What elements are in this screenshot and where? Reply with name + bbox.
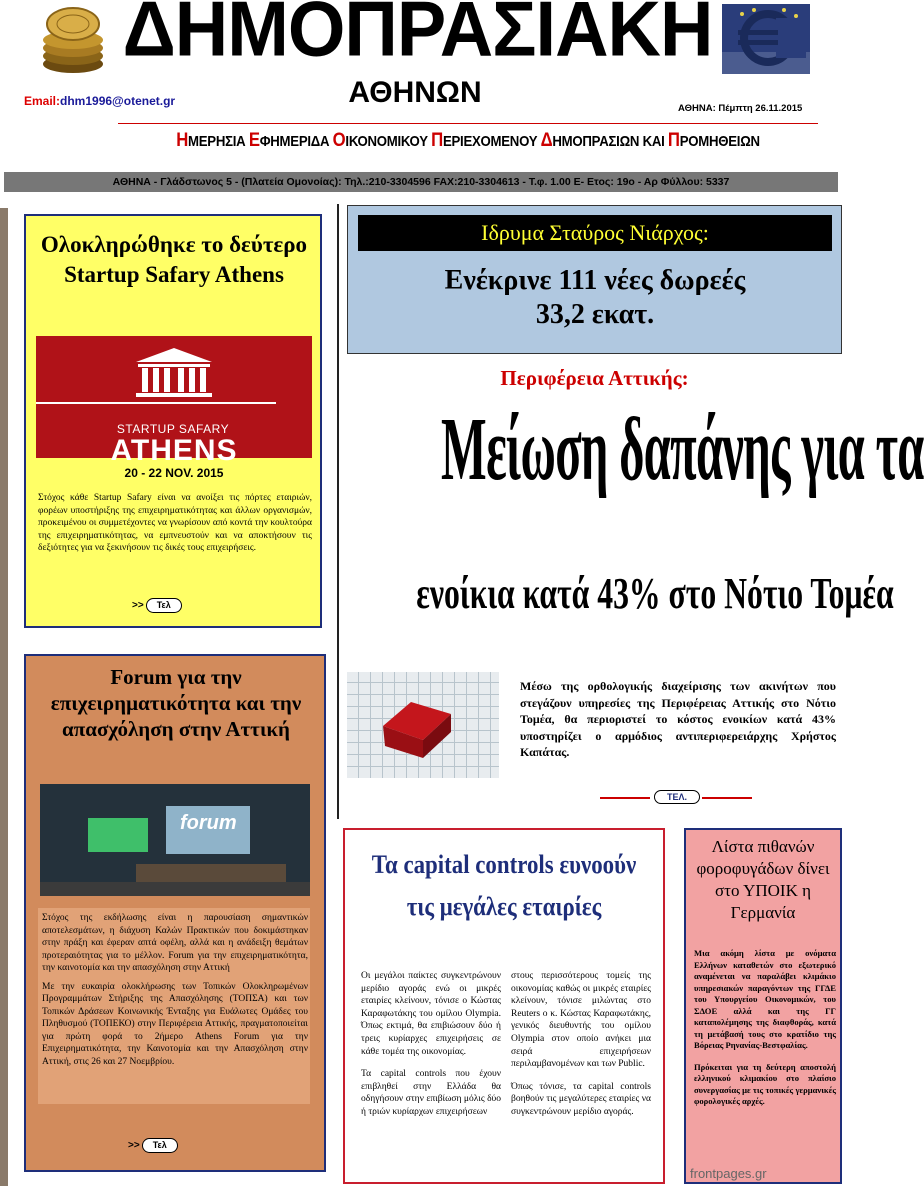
forum-paragraph: Με την ευκαιρία ολοκλήρωσης των Τοπικών Ολοκληρωμένων Προγραμμάτων Στήριξης της Απασχόλησης (ΤΟΠΣΑ) και των Τοπικών Δράσεων Κοινωνικής Ένταξης για Ευάλωτες Ομάδες του Πληθυσμού (ΤΟΠΕΚΟ) στην Περιφέρεια Αττικής, πραγματοποιείται για πρώτη φορά το 2ήμερο Athens Forum για την Επιχειρηματικότητα, την Καινοτομία και την Απασχόληση στην Αττική, στις 26 και 27 Νοεμβρίου.: [42, 981, 308, 1067]
image-caption-3: 20 - 22 NOV. 2015: [124, 466, 224, 480]
forum-photo-text: forum: [180, 812, 237, 834]
capital-column-1: Οι μεγάλοι παίκτες συγκεντρώνουν μερίδιο αγοράς ενώ οι μικρές εταιρίες κλείνουν, τόνισε ο Κώστας Καραφωτάκης του ομίλου Olympia. Όπως εκτιμά, θα επιβιώσουν δύο ή τρεις κυρίαρχες επιχειρήσεις σε κάθε τομέα της οικονομίας. Τα capital controls που έχουν επιβληθεί στην Ελλάδα θα οδηγήσουν στην επιβίωση μόλις δύο ή τριών κυρίαρχων επιχειρήσεων: [361, 971, 501, 1117]
left-margin-bar: [0, 208, 8, 1186]
startup-safary-image: [36, 336, 312, 480]
lead-more-link[interactable]: [600, 790, 760, 804]
coins-logo-icon: [34, 4, 112, 76]
email-contact[interactable]: [24, 94, 175, 108]
column-divider: [337, 204, 339, 819]
house-icon: [377, 696, 457, 760]
temple-icon: [132, 346, 216, 398]
more-button[interactable]: Τελ: [142, 1138, 178, 1153]
niarchos-box: [347, 205, 842, 354]
info-bar: ΑΘΗΝΑ - Γλάδστωνος 5 - (Πλατεία Ομονοίας): Τηλ.:210-3304596 FAX:210-3304613 - Τ.φ. 1.00 Ε- Ετος: 19ο - Αρ Φύλλου: 5337: [4, 172, 838, 192]
capital-headline[interactable]: Τα capital controls ευνοούν τις μεγάλες εταιρίες: [371, 850, 637, 921]
forum-paragraph: Στόχος της εκδήλωσης είναι η παρουσίαση σημαντικών αποτελεσμάτων, η διάχυση Καλών Πρακτικών που δοκιμάστηκαν στην πράξη και έφεραν απτά οφέλη, αλλά και η ανάδειξη θεμάτων προτεραιότητας για το μέλλον. Forum για την επιχειρηματικότητα, την καινοτομία και την απασχόληση στην Αττική: [42, 913, 308, 973]
germany-headline[interactable]: Λίστα πιθανών φοροφυγάδων δίνει στο ΥΠΟΙΚ η Γερμανία: [696, 837, 830, 922]
image-caption-2: ATHENS: [110, 434, 238, 467]
capital-controls-box: [343, 828, 665, 1184]
email-label: Email:: [24, 94, 61, 108]
niarchos-kicker: Ιδρυμα Σταύρος Νιάρχος:: [358, 215, 832, 251]
startup-safary-box: [24, 214, 322, 628]
masthead-title: ΔΗΜΟΠΡΑΣΙΑΚΗ: [122, 0, 713, 73]
more-arrow: >>: [128, 1140, 140, 1151]
niarchos-headline[interactable]: Ενέκρινε 111 νέες δωρεές 33,2 εκατ.: [444, 265, 746, 330]
more-arrow: >>: [132, 600, 144, 611]
more-button[interactable]: Τελ: [146, 598, 182, 613]
lead-headline-line-2[interactable]: ενοίκια κατά 43% στο Νότιο Τομέα: [416, 569, 894, 618]
forum-body: [42, 912, 308, 1074]
forum-headline[interactable]: Forum για την επιχειρηματικότητα και την απασχόληση στην Αττική: [50, 665, 302, 741]
startup-more-link[interactable]: [132, 598, 182, 613]
issue-date: ΑΘΗΝΑ: Πέμπτη 26.11.2015: [678, 103, 803, 114]
tagline: ΗΜΕΡΗΣΙΑ ΕΦΗΜΕΡΙΔΑ ΟΙΚΟΝΟΜΙΚΟΥ ΠΕΡΙΕΧΟΜΕΝΟΥ ΔΗΜΟΠΡΑΣΙΩΝ ΚΑΙ ΠΡΟΜΗΘΕΙΩΝ: [176, 130, 760, 151]
masthead-subtitle: ΑΘΗΝΩΝ: [348, 76, 482, 109]
germany-body: Μια ακόμη λίστα με ονόματα Ελλήνων καταθετών στο εξωτερικό αναμένεται να παραλάβει κλιμάκιο υπηρεσιακών παραγόντων της ΓΓΔΕ του Υπουργείου Οικονομικών, του ΣΔΟΕ αλλά και της ΓΓ καταπολέμησης της διαφθοράς, κατά τη μετάβασή τους στο κρατίδιο της Βόρειας Ρηνανίας-Βεστφαλίας. Πρόκειται για τη δεύτερη αποστολή ελληνικού κλιμακίου στο πλαίσιο συνεργασίας με τις τοπικές γερμανικές φορολογικές αρχές.: [694, 948, 836, 1106]
house-photo: [347, 672, 499, 778]
capital-column-2: στους περισσότερους τομείς της οικονομίας καθώς οι μικρές εταιρίες κλείνουν, τόνισε μιλώντας στο Reuters ο κ. Κώστας Καραφωτάκης, γενικός διευθυντής του ομίλου Olympia στον οποίο ανήκει μια σειρά επιχειρήσεων περιλαμβανομένων και των Public. Όπως τόνισε, τα capital controls βοηθούν τις μεγαλύτερες εταιρίες να συγκεντρώνουν μερίδιο αγοράς.: [511, 971, 651, 1117]
forum-more-link[interactable]: [128, 1138, 178, 1153]
startup-body: Στόχος κάθε Startup Safary είναι να ανοίξει τις πόρτες εταιριών, φορέων υποστήριξης της επιχειρηματικότητας και άλλων οργανισμών, προκειμένου οι συμμετέχοντες να γνωρίσουν από κοντά την κουλτούρα της επιχειρηματικότητας, να εμπνευστούν και να αποκτήσουν τις δεξιότητες για να ξεκινήσουν τις δικές τους επιχειρήσεις.: [38, 493, 312, 553]
germany-list-box: [684, 828, 842, 1184]
forum-box: [24, 654, 326, 1172]
email-address[interactable]: dhm1996@otenet.gr: [60, 94, 176, 108]
euro-logo-icon: [722, 4, 810, 74]
header-rule: [118, 123, 818, 124]
lead-headline-line-1[interactable]: Μείωση δαπάνης για τα: [441, 398, 924, 499]
lead-kicker: Περιφέρεια Αττικής:: [500, 366, 689, 390]
more-button[interactable]: ΤΕΛ.: [654, 790, 700, 804]
watermark: frontpages.gr: [690, 1166, 767, 1181]
startup-headline[interactable]: Ολοκληρώθηκε το δεύτερο Startup Safary Athens: [40, 232, 308, 287]
forum-photo: [40, 784, 310, 896]
image-caption-1: STARTUP SAFARY: [116, 422, 230, 436]
lead-body: Μέσω της ορθολογικής διαχείρισης των ακινήτων που στεγάζουν υπηρεσίες της Περιφέρειας Αττικής στο Νότιο Τομέα, θα περιοριστεί το κόστος ενοικίων κατά 43% υποστηρίζει ο αρμόδιος αντιπεριφερειάρχης Χρήστος Καπάτας.: [520, 679, 836, 759]
